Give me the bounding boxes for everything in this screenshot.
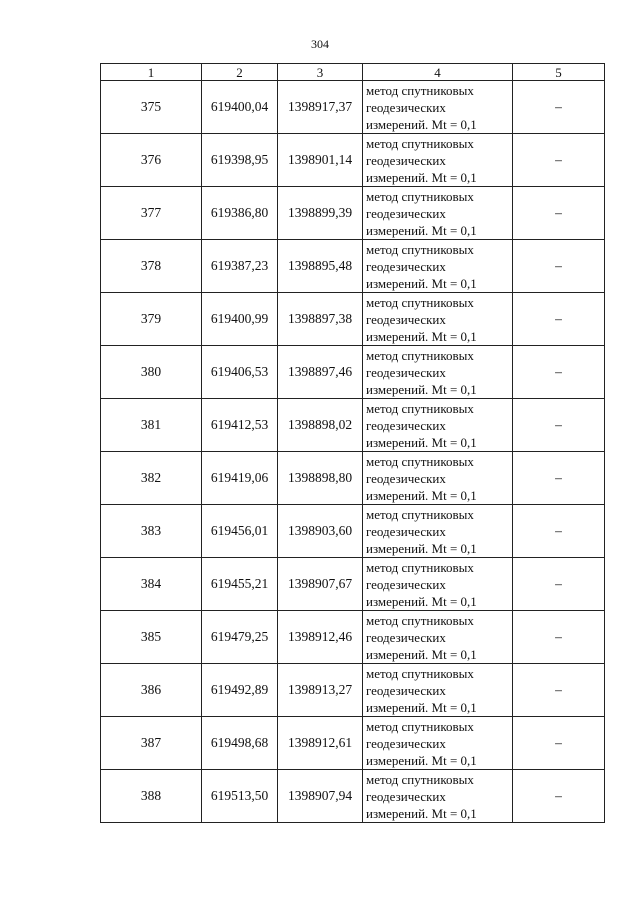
table-row [101,240,605,293]
method-line: геодезических [366,788,446,804]
method-line: измерений. Mt = 0,1 [366,487,477,503]
method-line: геодезических [366,152,446,168]
method-line: метод спутниковых [366,506,474,522]
point-number-cell: 386 [101,664,202,717]
method-line: метод спутниковых [366,347,474,363]
method-line: измерений. Mt = 0,1 [366,593,477,609]
method-cell [363,770,513,823]
method-line: геодезических [366,523,446,539]
x-coordinate-cell: 619479,25 [202,611,278,664]
x-coordinate-cell: 619400,04 [202,81,278,134]
x-coordinate-cell: 619398,95 [202,134,278,187]
method-line: геодезических [366,417,446,433]
method-line: метод спутниковых [366,294,474,310]
method-line: геодезических [366,735,446,751]
y-coordinate-cell: 1398898,02 [278,399,363,452]
x-coordinate-cell: 619406,53 [202,346,278,399]
method-line: измерений. Mt = 0,1 [366,805,477,821]
table-row [101,399,605,452]
note-cell: – [513,452,605,505]
point-number-cell: 380 [101,346,202,399]
x-coordinate-cell: 619412,53 [202,399,278,452]
method-line: измерений. Mt = 0,1 [366,646,477,662]
point-number-cell: 379 [101,293,202,346]
table-row [101,134,605,187]
y-coordinate-cell: 1398897,38 [278,293,363,346]
note-cell: – [513,346,605,399]
method-line: измерений. Mt = 0,1 [366,169,477,185]
method-line: геодезических [366,576,446,592]
method-line: метод спутниковых [366,665,474,681]
y-coordinate-cell: 1398899,39 [278,187,363,240]
table-row [101,717,605,770]
point-number-cell: 378 [101,240,202,293]
y-coordinate-cell: 1398913,27 [278,664,363,717]
table-row [101,505,605,558]
y-coordinate-cell: 1398895,48 [278,240,363,293]
method-line: измерений. Mt = 0,1 [366,434,477,450]
method-cell [363,505,513,558]
table-row [101,346,605,399]
x-coordinate-cell: 619456,01 [202,505,278,558]
note-cell: – [513,558,605,611]
method-line: геодезических [366,205,446,221]
method-line: метод спутниковых [366,453,474,469]
y-coordinate-cell: 1398897,46 [278,346,363,399]
method-cell [363,717,513,770]
method-cell [363,611,513,664]
point-number-cell: 384 [101,558,202,611]
point-number-cell: 375 [101,81,202,134]
method-line: метод спутниковых [366,718,474,734]
method-line: метод спутниковых [366,135,474,151]
coordinates-table [100,63,605,823]
x-coordinate-cell: 619400,99 [202,293,278,346]
note-cell: – [513,293,605,346]
point-number-cell: 381 [101,399,202,452]
table-row [101,611,605,664]
method-line: геодезических [366,99,446,115]
note-cell: – [513,187,605,240]
method-line: метод спутниковых [366,82,474,98]
note-cell: – [513,717,605,770]
method-line: геодезических [366,470,446,486]
x-coordinate-cell: 619455,21 [202,558,278,611]
y-coordinate-cell: 1398912,61 [278,717,363,770]
method-line: метод спутниковых [366,559,474,575]
table-row [101,664,605,717]
x-coordinate-cell: 619386,80 [202,187,278,240]
note-cell: – [513,664,605,717]
method-line: измерений. Mt = 0,1 [366,540,477,556]
point-number-cell: 376 [101,134,202,187]
page-number: 304 [311,37,329,51]
table-row [101,187,605,240]
method-cell [363,134,513,187]
table-row [101,81,605,134]
column-header: 2 [202,64,278,81]
y-coordinate-cell: 1398907,94 [278,770,363,823]
x-coordinate-cell: 619419,06 [202,452,278,505]
method-cell [363,399,513,452]
method-cell [363,81,513,134]
x-coordinate-cell: 619513,50 [202,770,278,823]
method-line: измерений. Mt = 0,1 [366,222,477,238]
point-number-cell: 388 [101,770,202,823]
method-cell [363,187,513,240]
method-line: измерений. Mt = 0,1 [366,328,477,344]
note-cell: – [513,770,605,823]
note-cell: – [513,505,605,558]
method-line: метод спутниковых [366,188,474,204]
method-line: геодезических [366,682,446,698]
method-cell [363,240,513,293]
y-coordinate-cell: 1398901,14 [278,134,363,187]
x-coordinate-cell: 619498,68 [202,717,278,770]
y-coordinate-cell: 1398903,60 [278,505,363,558]
point-number-cell: 383 [101,505,202,558]
method-cell [363,664,513,717]
method-line: измерений. Mt = 0,1 [366,699,477,715]
y-coordinate-cell: 1398912,46 [278,611,363,664]
method-line: геодезических [366,364,446,380]
table-body [101,81,605,823]
method-cell [363,452,513,505]
method-line: геодезических [366,258,446,274]
method-cell [363,558,513,611]
table-row [101,452,605,505]
note-cell: – [513,240,605,293]
method-line: измерений. Mt = 0,1 [366,116,477,132]
y-coordinate-cell: 1398917,37 [278,81,363,134]
column-header: 1 [101,64,202,81]
note-cell: – [513,134,605,187]
method-cell [363,346,513,399]
method-line: измерений. Mt = 0,1 [366,381,477,397]
method-line: измерений. Mt = 0,1 [366,752,477,768]
note-cell: – [513,611,605,664]
note-cell: – [513,399,605,452]
method-line: метод спутниковых [366,612,474,628]
y-coordinate-cell: 1398907,67 [278,558,363,611]
table-row [101,558,605,611]
point-number-cell: 377 [101,187,202,240]
table-row [101,293,605,346]
point-number-cell: 385 [101,611,202,664]
method-line: метод спутниковых [366,771,474,787]
y-coordinate-cell: 1398898,80 [278,452,363,505]
column-header: 3 [278,64,363,81]
x-coordinate-cell: 619492,89 [202,664,278,717]
table-row [101,770,605,823]
method-line: геодезических [366,629,446,645]
table-header-row [101,64,605,81]
method-cell [363,293,513,346]
column-header: 4 [363,64,513,81]
x-coordinate-cell: 619387,23 [202,240,278,293]
column-header: 5 [513,64,605,81]
method-line: геодезических [366,311,446,327]
point-number-cell: 387 [101,717,202,770]
point-number-cell: 382 [101,452,202,505]
note-cell: – [513,81,605,134]
method-line: метод спутниковых [366,241,474,257]
method-line: измерений. Mt = 0,1 [366,275,477,291]
method-line: метод спутниковых [366,400,474,416]
